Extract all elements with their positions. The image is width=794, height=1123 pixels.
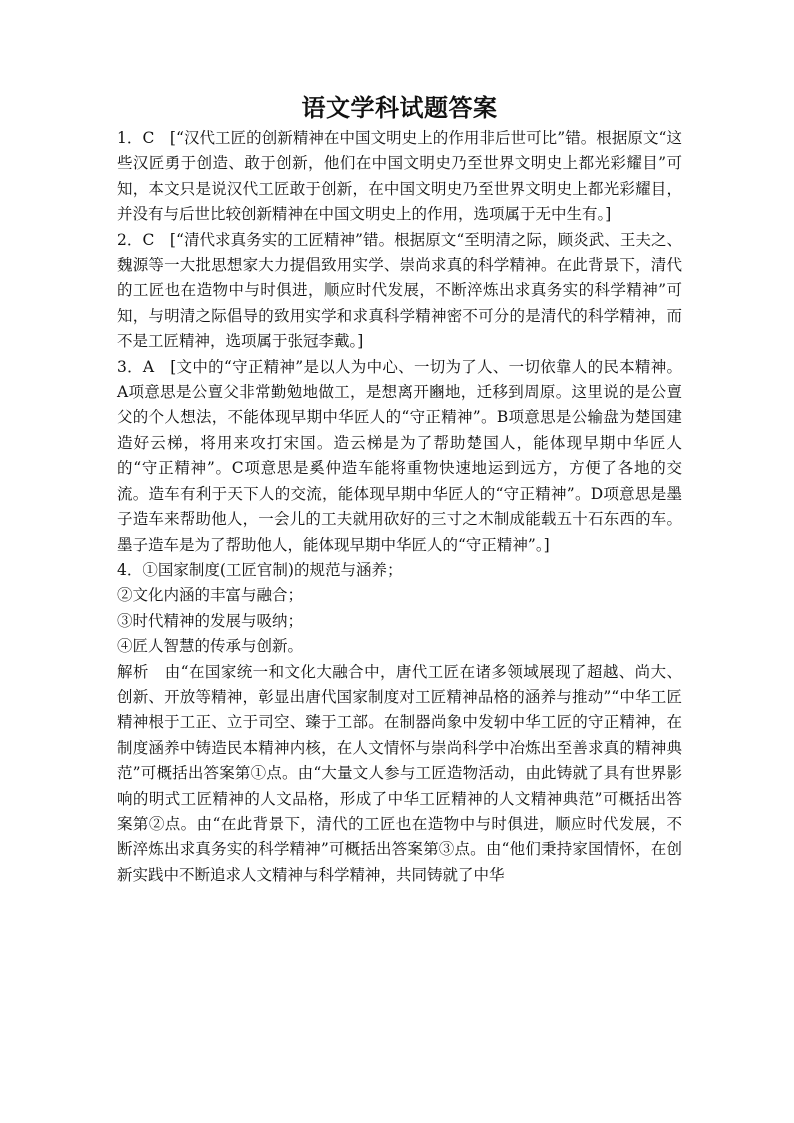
- answer-3: 3．A [文中的“守正精神”是以人为中心、一切为了人、一切依靠人的民本精神。A项意思是公亶父非常勤勉地做工，是想离开豳地，迁移到周原。这里说的是公亶父的个人想法，不能体现早期中华匠人的“守正精神”。B项意思是公输盘为楚国建造好云梯，将用来攻打宋国。造云梯是为了帮助楚国人，能体现早期中华匠人的“守正精神”。C项意思是奚仲造车能将重物快速地运到远方，方便了各地的交流。造车有利于天下人的交流，能体现早期中华匠人的“守正精神”。D项意思是墨子造车来帮助他人，一会儿的工夫就用砍好的三寸之木制成能载五十石东西的车。墨子造车是为了帮助他人，能体现早期中华匠人的“守正精神”。]: [117, 357, 682, 554]
- answer-2: 2．C [“清代求真务实的工匠精神”错。根据原文“至明清之际，顾炎武、王夫之、魏源等一大批思想家大力提倡致用实学、崇尚求真的科学精神。在此背景下，清代的工匠也在造物中与时俱进，顺应时代发展，不断淬炼出求真务实的科学精神”可知，与明清之际倡导的致用实学和求真科学精神密不可分的是清代的科学精神，而不是工匠精神，选项属于张冠李戴。]: [117, 230, 682, 351]
- answer-4-point-3: ③时代精神的发展与吸纳；: [117, 611, 304, 630]
- page-title: 语文学科试题答案: [301, 93, 498, 122]
- answer-4-analysis: 解析 由“在国家统一和文化大融合中，唐代工匠在诸多领域展现了超越、尚大、创新、开放等精神，彰显出唐代国家制度对工匠精神品格的涵养与推动”“中华工匠精神根于工正、立于司空、臻于工部。在制器尚象中发轫中华工匠的守正精神，在制度涵养中铸造民本精神内核，在人文情怀与崇尚科学中冶炼出至善求真的精神典范”可概括出答案第①点。由“大量文人参与工匠造物活动，由此铸就了具有世界影响的明式工匠精神的人文品格，形成了中华工匠精神的人文精神典范”可概括出答案第②点。由“在此背景下，清代的工匠也在造物中与时俱进，顺应时代发展，不断淬炼出求真务实的科学精神”可概括出答案第③点。由“他们秉持家国情怀，在创新实践中不断追求人文精神与科学精神，共同铸就了中华: [117, 662, 682, 884]
- answer-4-point-1: 4．①国家制度(工匠官制)的规范与涵养；: [117, 560, 403, 579]
- answer-1: 1．C [“汉代工匠的创新精神在中国文明史上的作用非后世可比”错。根据原文“这些汉匠勇于创造、敢于创新，他们在中国文明史乃至世界文明史上都光彩耀目”可知，本文只是说汉代工匠敢于创新，在中国文明史乃至世界文明史上都光彩耀目，并没有与后世比较创新精神在中国文明史上的作用，选项属于无中生有。]: [117, 129, 682, 224]
- answer-4-point-4: ④匠人智慧的传承与创新。: [117, 637, 304, 656]
- answer-body: [117, 126, 682, 888]
- answer-4-point-2: ②文化内涵的丰富与融合；: [117, 586, 304, 605]
